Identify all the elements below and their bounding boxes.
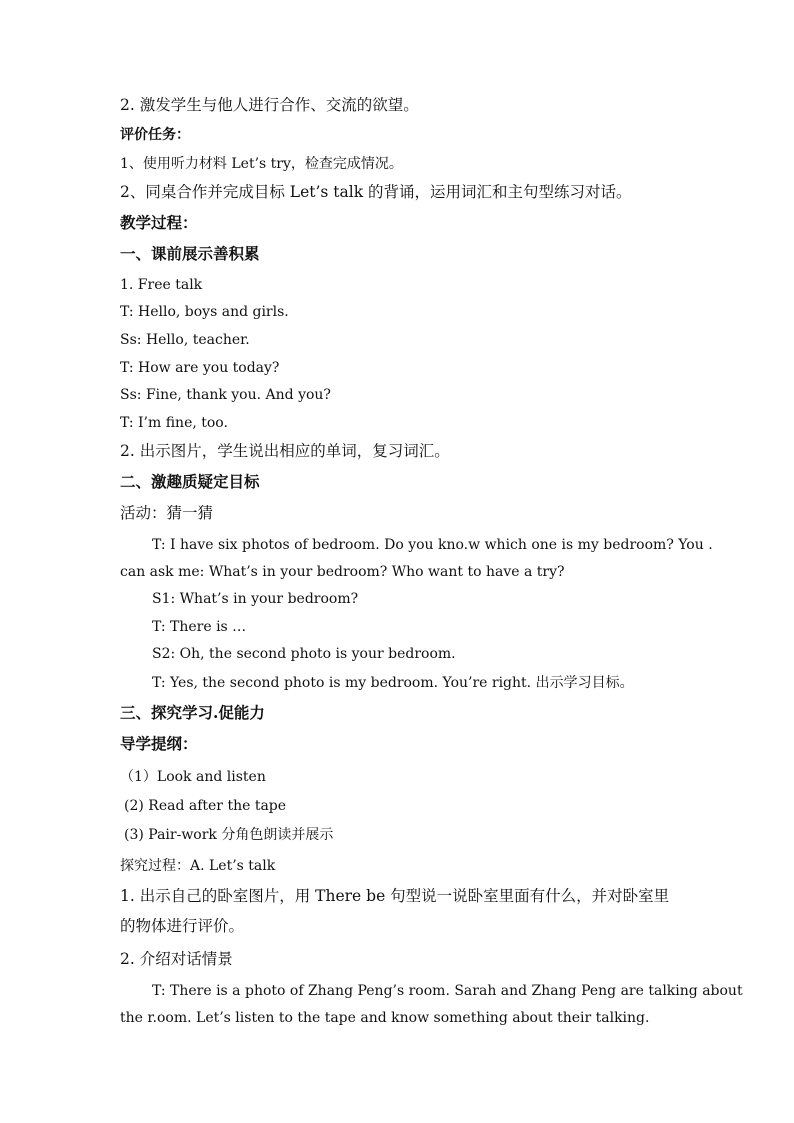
dialogue-line: T: I’m fine, too. — [120, 415, 228, 431]
dialogue-line: T: There is … — [152, 619, 247, 635]
free-talk-label: 1. Free talk — [120, 277, 203, 293]
teaching-process-heading: 教学过程： — [120, 213, 198, 232]
section-3-heading: 三、探究学习.促能力 — [120, 703, 265, 722]
dialogue-line: T: Hello, boys and girls. — [120, 304, 289, 320]
review-step: 2. 出示图片，学生说出相应的单词，复习词汇。 — [120, 442, 450, 460]
outline-item: (3) Pair-work 分角色朗读并展示 — [124, 827, 334, 843]
paragraph-line: 1. 出示自己的卧室图片，用 There be 句型说一说卧室里面有什么，并对卧室里 — [120, 887, 670, 905]
scenario-step: 2. 介绍对话情景 — [120, 950, 233, 968]
evaluation-tasks-heading: 评价任务： — [120, 127, 190, 143]
exploration-heading: 探究过程：A. Let’s talk — [120, 858, 276, 874]
goal-line-2: 2. 激发学生与他人进行合作、交流的欲望。 — [120, 96, 419, 114]
section-1-heading: 一、课前展示善积累 — [120, 244, 260, 263]
paragraph-line: the r.oom. Let’s listen to the tape and know something about their talking. — [120, 1010, 650, 1026]
evaluation-task-2: 2、同桌合作并完成目标 Let’s talk 的背诵，运用词汇和主句型练习对话。 — [120, 183, 632, 201]
dialogue-line: Ss: Fine, thank you. And you? — [120, 387, 331, 403]
outline-item: （1）Look and listen — [120, 769, 266, 785]
dialogue-line: T: How are you today? — [120, 360, 280, 376]
evaluation-task-1: 1、使用听力材料 Let’s try，检查完成情况。 — [120, 156, 403, 172]
outline-item: (2) Read after the tape — [124, 798, 287, 814]
dialogue-line: S1: What’s in your bedroom? — [152, 591, 359, 607]
activity-label: 活动：猜一猜 — [120, 504, 214, 522]
study-outline-heading: 导学提纲： — [120, 734, 198, 753]
paragraph-line: 的物体进行评价。 — [120, 917, 245, 935]
paragraph-line: can ask me: What’s in your bedroom? Who want to have a try? — [120, 564, 565, 580]
section-2-heading: 二、激趣质疑定目标 — [120, 472, 260, 491]
dialogue-line: T: Yes, the second photo is my bedroom. You’re right. 出示学习目标。 — [152, 675, 634, 691]
paragraph-line: T: There is a photo of Zhang Peng’s room. Sarah and Zhang Peng are talking about — [152, 983, 743, 999]
dialogue-line: Ss: Hello, teacher. — [120, 332, 250, 348]
dialogue-line: S2: Oh, the second photo is your bedroom. — [152, 646, 456, 662]
paragraph-line: T: I have six photos of bedroom. Do you kno.w which one is my bedroom? You . — [152, 537, 713, 553]
